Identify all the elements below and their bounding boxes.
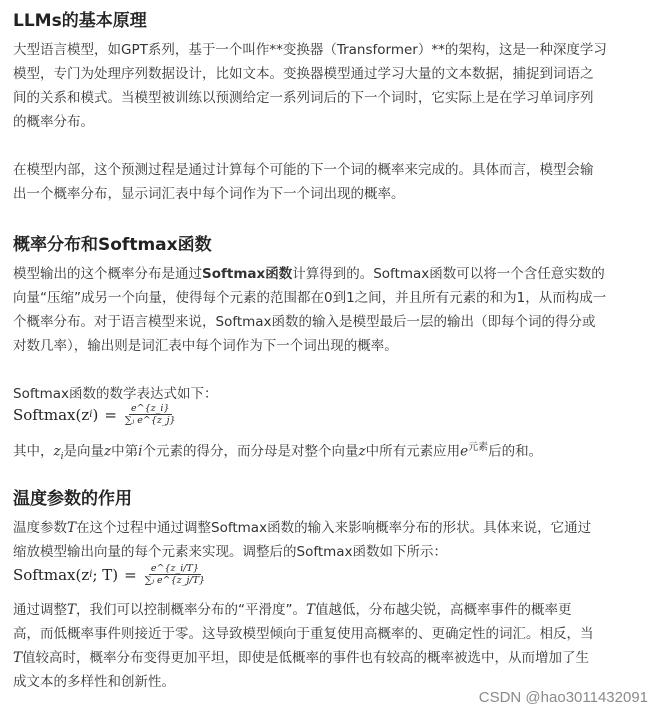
text-run: 通过调整 bbox=[13, 602, 67, 618]
formula-equals: = bbox=[104, 405, 117, 424]
temperature-softmax-formula bbox=[13, 563, 207, 586]
formula-explanation bbox=[13, 436, 653, 460]
paragraph-temperature bbox=[13, 516, 653, 564]
paragraph-softmax bbox=[13, 262, 653, 358]
text-run: 中所有元素应用 bbox=[365, 443, 461, 460]
text-line bbox=[13, 646, 653, 670]
formula-arg: (z bbox=[75, 405, 90, 424]
text-run: 计算得到的。Softmax函数可以将一个含任意实数的 bbox=[292, 266, 605, 282]
text-line: 大型语言模型，如GPT系列，基于一个叫作**变换器（Transformer）**的架构，这是一种深度学习 bbox=[13, 42, 607, 58]
text-line bbox=[13, 436, 653, 460]
formula-close: ) bbox=[92, 405, 99, 424]
text-run: ，我们可以控制概率分布的“平滑度”。 bbox=[76, 602, 307, 618]
formula-fraction bbox=[123, 403, 178, 426]
text-run: 模型输出的这个概率分布是通过 bbox=[13, 266, 202, 282]
formula-function-name: Softmax bbox=[13, 405, 76, 424]
text-line: Softmax函数的数学表达式如下： bbox=[13, 386, 218, 402]
text-line: 的概率分布。 bbox=[13, 114, 94, 130]
paragraph-prediction bbox=[13, 158, 653, 206]
text-line: 间的关系和模式。当模型被训练以预测给定一系列词后的下一个词时，它实际上是在学习单词序列 bbox=[13, 90, 594, 106]
text-run: 后的和。 bbox=[488, 443, 543, 460]
text-run: 值越低，分布越尖锐，高概率事件的概率更 bbox=[315, 602, 572, 618]
text-line bbox=[13, 516, 653, 540]
math-e: e bbox=[460, 443, 469, 460]
text-line: 模型，专门为处理序列数据设计，比如文本。变换器模型通过学习大量的文本数据，捕捉到词语之 bbox=[13, 66, 594, 82]
paragraph-transformer-intro bbox=[13, 38, 653, 134]
formula-equals: = bbox=[124, 565, 137, 584]
text-line: 成文本的多样性和创新性。 bbox=[13, 674, 175, 690]
math-sup: 元素 bbox=[468, 442, 489, 453]
formula-arg: (z bbox=[75, 565, 90, 584]
text-line: 出一个概率分布，显示词汇表中每个词作为下一个词出现的概率。 bbox=[13, 186, 405, 202]
math-var-i: i bbox=[138, 443, 143, 460]
text-run: 值较高时，概率分布变得更加平坦，即使是低概率的事件也有较高的概率被选中，从而增加了生 bbox=[22, 650, 590, 666]
formula-denominator: ∑ⱼ e^{z_j} bbox=[124, 415, 176, 426]
text-line: 对数几率），输出则是词汇表中每个词作为下一个词出现的概率。 bbox=[13, 338, 398, 354]
text-run: 其中， bbox=[13, 443, 54, 460]
csdn-watermark: CSDN @hao3011432091 bbox=[478, 689, 648, 706]
formula-denominator: ∑ⱼ e^{z_j/T} bbox=[144, 575, 205, 586]
paragraph-temperature-effect bbox=[13, 598, 653, 694]
math-var-z: z bbox=[104, 443, 112, 460]
section-title-llm-basics: LLMs的基本原理 bbox=[13, 11, 147, 31]
math-var-t: T bbox=[67, 520, 77, 536]
math-var-t: T bbox=[13, 650, 23, 666]
text-run: 中第 bbox=[111, 443, 139, 460]
formula-function-name: Softmax bbox=[13, 565, 76, 584]
formula-rest: ; T) bbox=[92, 565, 119, 584]
text-line: 向量“压缩”成另一个向量，使得每个元素的范围都在0到1之间，并且所有元素的和为1，从而构成一 bbox=[13, 290, 607, 306]
text-line bbox=[13, 598, 653, 622]
text-line bbox=[13, 262, 653, 286]
text-run: 个元素的得分，而分母是对整个向量 bbox=[142, 443, 359, 460]
section-title-softmax: 概率分布和Softmax函数 bbox=[13, 235, 212, 255]
formula-fraction bbox=[143, 563, 207, 586]
math-var-z: z bbox=[53, 443, 61, 460]
formula-numerator: e^{z_i/T} bbox=[150, 563, 199, 574]
math-var-t: T bbox=[306, 602, 316, 618]
softmax-formula bbox=[13, 403, 178, 426]
text-line: 个概率分布。对于语言模型来说，Softmax函数的输入是模型最后一层的输出（即每个词的得分或 bbox=[13, 314, 596, 330]
bold-term: Softmax函数 bbox=[202, 266, 293, 282]
section-title-temperature: 温度参数的作用 bbox=[13, 489, 132, 509]
text-line: 高，而低概率事件则接近于零。这导致模型倾向于重复使用高概率的、更确定性的词汇。相反，当 bbox=[13, 626, 594, 642]
math-var-z: z bbox=[358, 443, 366, 460]
formula-subscript: i bbox=[89, 569, 93, 580]
formula-subscript: i bbox=[89, 409, 93, 420]
text-run: 温度参数 bbox=[13, 520, 67, 536]
math-var-t: T bbox=[67, 602, 77, 618]
text-line: 在模型内部，这个预测过程是通过计算每个可能的下一个词的概率来完成的。具体而言，模型会输 bbox=[13, 162, 594, 178]
math-sub-i: i bbox=[60, 452, 64, 460]
text-line: 缩放模型输出向量的每个元素来实现。调整后的Softmax函数如下所示： bbox=[13, 544, 448, 560]
text-run: 在这个过程中通过调整Softmax函数的输入来影响概率分布的形状。具体来说，它通过 bbox=[76, 520, 592, 536]
formula-numerator: e^{z_i} bbox=[131, 403, 170, 414]
text-run: 是向量 bbox=[63, 443, 105, 460]
